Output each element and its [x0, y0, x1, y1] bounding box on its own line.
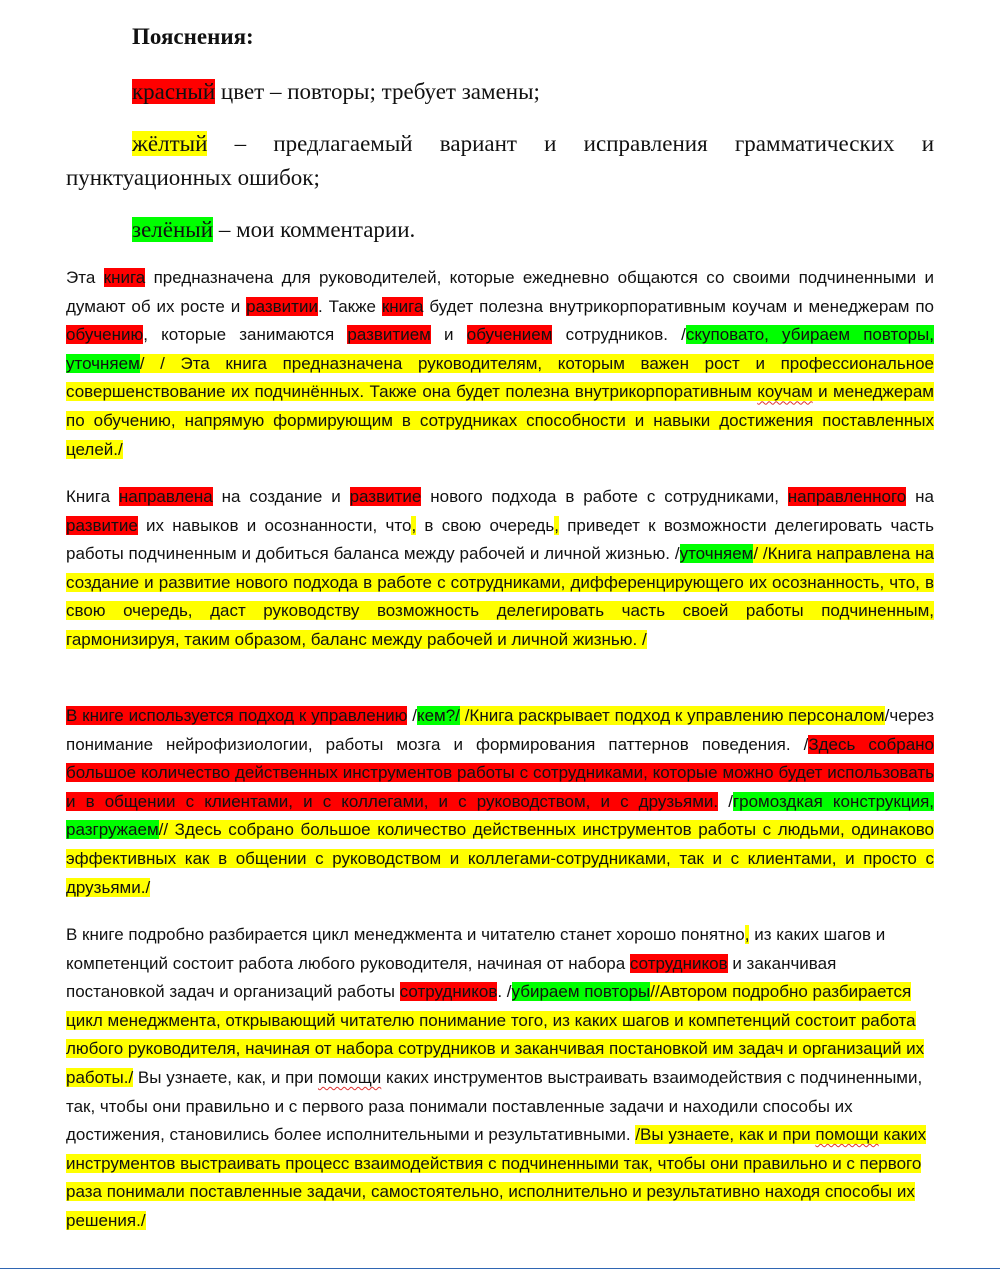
- text-run: /: [407, 706, 417, 725]
- text-run: и: [430, 325, 467, 345]
- text-run: на: [906, 487, 934, 506]
- paragraph-2: [66, 483, 934, 655]
- comment-highlight: убираем повторы: [511, 982, 651, 1002]
- text-run: в свою очередь: [416, 515, 555, 535]
- repeat-highlight: книга: [103, 268, 146, 287]
- repeat-highlight: развитие: [66, 515, 138, 535]
- text-run: , которые занимаются: [143, 325, 348, 345]
- suggestion-highlight: и менеджерам по обучению, напрямую формирующим в сотрудниках способности и навыки достижения поставленных целей./: [66, 382, 934, 459]
- paragraph-4: [66, 921, 934, 1236]
- repeat-highlight: направленного: [787, 487, 907, 506]
- legend-red-word: красный: [132, 79, 216, 104]
- text-run: сотрудников. /: [552, 325, 686, 345]
- legend-title: Пояснения:: [132, 24, 254, 49]
- repeat-highlight: сотрудников: [399, 982, 498, 1002]
- repeat-highlight: развитие: [349, 487, 422, 506]
- suggestion-highlight: // Здесь собрано большое количество действенных инструментов работы с людьми, одинаково эффективных как в общении с руководством и коллегами-сотрудниками, так и с клиентами, и просто с друзьями./: [66, 820, 934, 897]
- text-run: /: [718, 791, 733, 811]
- legend-red: [66, 75, 934, 109]
- repeat-highlight: сотрудников: [629, 953, 728, 973]
- legend-red-text: цвет – повторы; требует замены;: [215, 79, 540, 104]
- repeat-highlight: развитием: [347, 325, 431, 345]
- text-run: нового подхода в работе с сотрудниками,: [421, 487, 788, 506]
- text-run: на создание и: [212, 487, 350, 506]
- text-run: каких инструментов выстраивать взаимодействия с подчиненными, так, чтобы они правильно и с первого раза понимали поставленные задачи и находили способы их достижения, становились более исполнительными и результативными.: [66, 1067, 923, 1145]
- text-run: В книге подробно разбирается цикл менеджмента и читателю станет хорошо понятно: [66, 925, 745, 944]
- text-run: из каких шагов и компетенций состоит работа любого руководителя, начиная от набора: [66, 925, 886, 973]
- paragraph-3: [66, 702, 934, 902]
- text-run: /через понимание нейрофизиологии, работы мозга и формирования паттернов поведения. /: [66, 706, 934, 754]
- suggestion-highlight: помощи: [815, 1125, 879, 1145]
- comment-highlight: громоздкая конструкция, разгружаем: [66, 791, 934, 840]
- suggestion-highlight: коучам: [757, 382, 813, 402]
- text-run: и заканчивая постановкой задач и организаций работы: [66, 953, 837, 1002]
- text-run: . /: [497, 982, 512, 1002]
- text-run: будет полезна внутрикорпоративным коучам и менеджерам по: [423, 296, 934, 316]
- comment-highlight: скуповато, убираем повторы, уточняем: [66, 325, 934, 373]
- suggestion-highlight: ,: [744, 925, 750, 944]
- legend-green: [66, 213, 934, 247]
- repeat-highlight: В книге используется подход к управлению: [66, 706, 408, 725]
- legend-yellow: [66, 127, 934, 195]
- text-run: помощи: [317, 1067, 382, 1087]
- text-run: Эта: [66, 268, 104, 287]
- repeat-highlight: обучением: [466, 325, 553, 345]
- suggestion-highlight: /Книга раскрывает подход к управлению персоналом: [459, 706, 885, 725]
- suggestion-highlight: / /: [139, 353, 165, 373]
- repeat-highlight: направлена: [118, 487, 213, 506]
- text-run: Вы узнаете, как, и при: [133, 1067, 318, 1087]
- suggestion-highlight: каких инструментов выстраивать процесс взаимодействия с подчиненными так, чтобы они правильно и с первого раза понимали поставленные задачи, самостоятельно, исполнительно и результативно находя способы их решения./: [66, 1125, 927, 1230]
- legend-yellow-word: жёлтый: [132, 131, 208, 156]
- legend-yellow-text: – предлагаемый вариант и исправления грамматических и пунктуационных ошибок;: [66, 131, 934, 190]
- paragraph-1: [66, 264, 934, 464]
- repeat-highlight: обучению: [66, 325, 144, 345]
- repeat-highlight: книга: [381, 296, 424, 316]
- legend-green-word: зелёный: [132, 217, 214, 242]
- suggestion-highlight: ,: [411, 515, 417, 535]
- legend-green-text: – мои комментарии.: [213, 217, 416, 242]
- text-run: приведет к возможности делегировать часть работы подчиненным и добиться баланса между рабочей и личной жизнью. /: [66, 515, 934, 564]
- suggestion-highlight: ,: [554, 515, 559, 535]
- suggestion-highlight: /Вы узнаете, как и при: [635, 1125, 816, 1145]
- comment-highlight: уточняем: [679, 544, 754, 564]
- text-run: предназначена для руководителей, которые ежедневно общаются со своими подчиненными и думают об их росте и: [66, 268, 934, 316]
- suggestion-highlight: Эта книга предназначена руководителям, которым важен рост и профессиональное совершенствование их подчинённых. Также она будет полезна внутрикорпоративным: [66, 353, 935, 402]
- repeat-highlight: развитии: [246, 296, 318, 316]
- legend-block: [66, 20, 934, 247]
- comment-highlight: кем?/: [416, 706, 460, 725]
- text-run: Книга: [66, 487, 119, 506]
- text-run: . Также: [317, 296, 382, 316]
- repeat-highlight: Здесь собрано большое количество действенных инструментов работы с сотрудниками, которые можно будет использовать и в общении с клиентами, и с коллегами, и с руководством, и с друзьями.: [66, 734, 934, 811]
- suggestion-highlight: //Автором подробно разбирается цикл менеджмента, открывающий читателю понимание того, из каких шагов и компетенций состоит работа любого руководителя, начиная от набора сотрудников и заканчивая постановкой им задач и организаций их работы./: [66, 982, 925, 1087]
- suggestion-highlight: / /Книга направлена на создание и развитие нового подхода в работе с сотрудниками, дифференцирующего их осознанность, что, в свою очередь, даст руководству возможность делегировать часть своей работы подчиненным, гармонизируя, таким образом, баланс между рабочей и личной жизнью. /: [66, 544, 935, 649]
- text-run: их навыков и осознанности, что: [137, 515, 412, 535]
- page-bottom-divider: [0, 1268, 1000, 1269]
